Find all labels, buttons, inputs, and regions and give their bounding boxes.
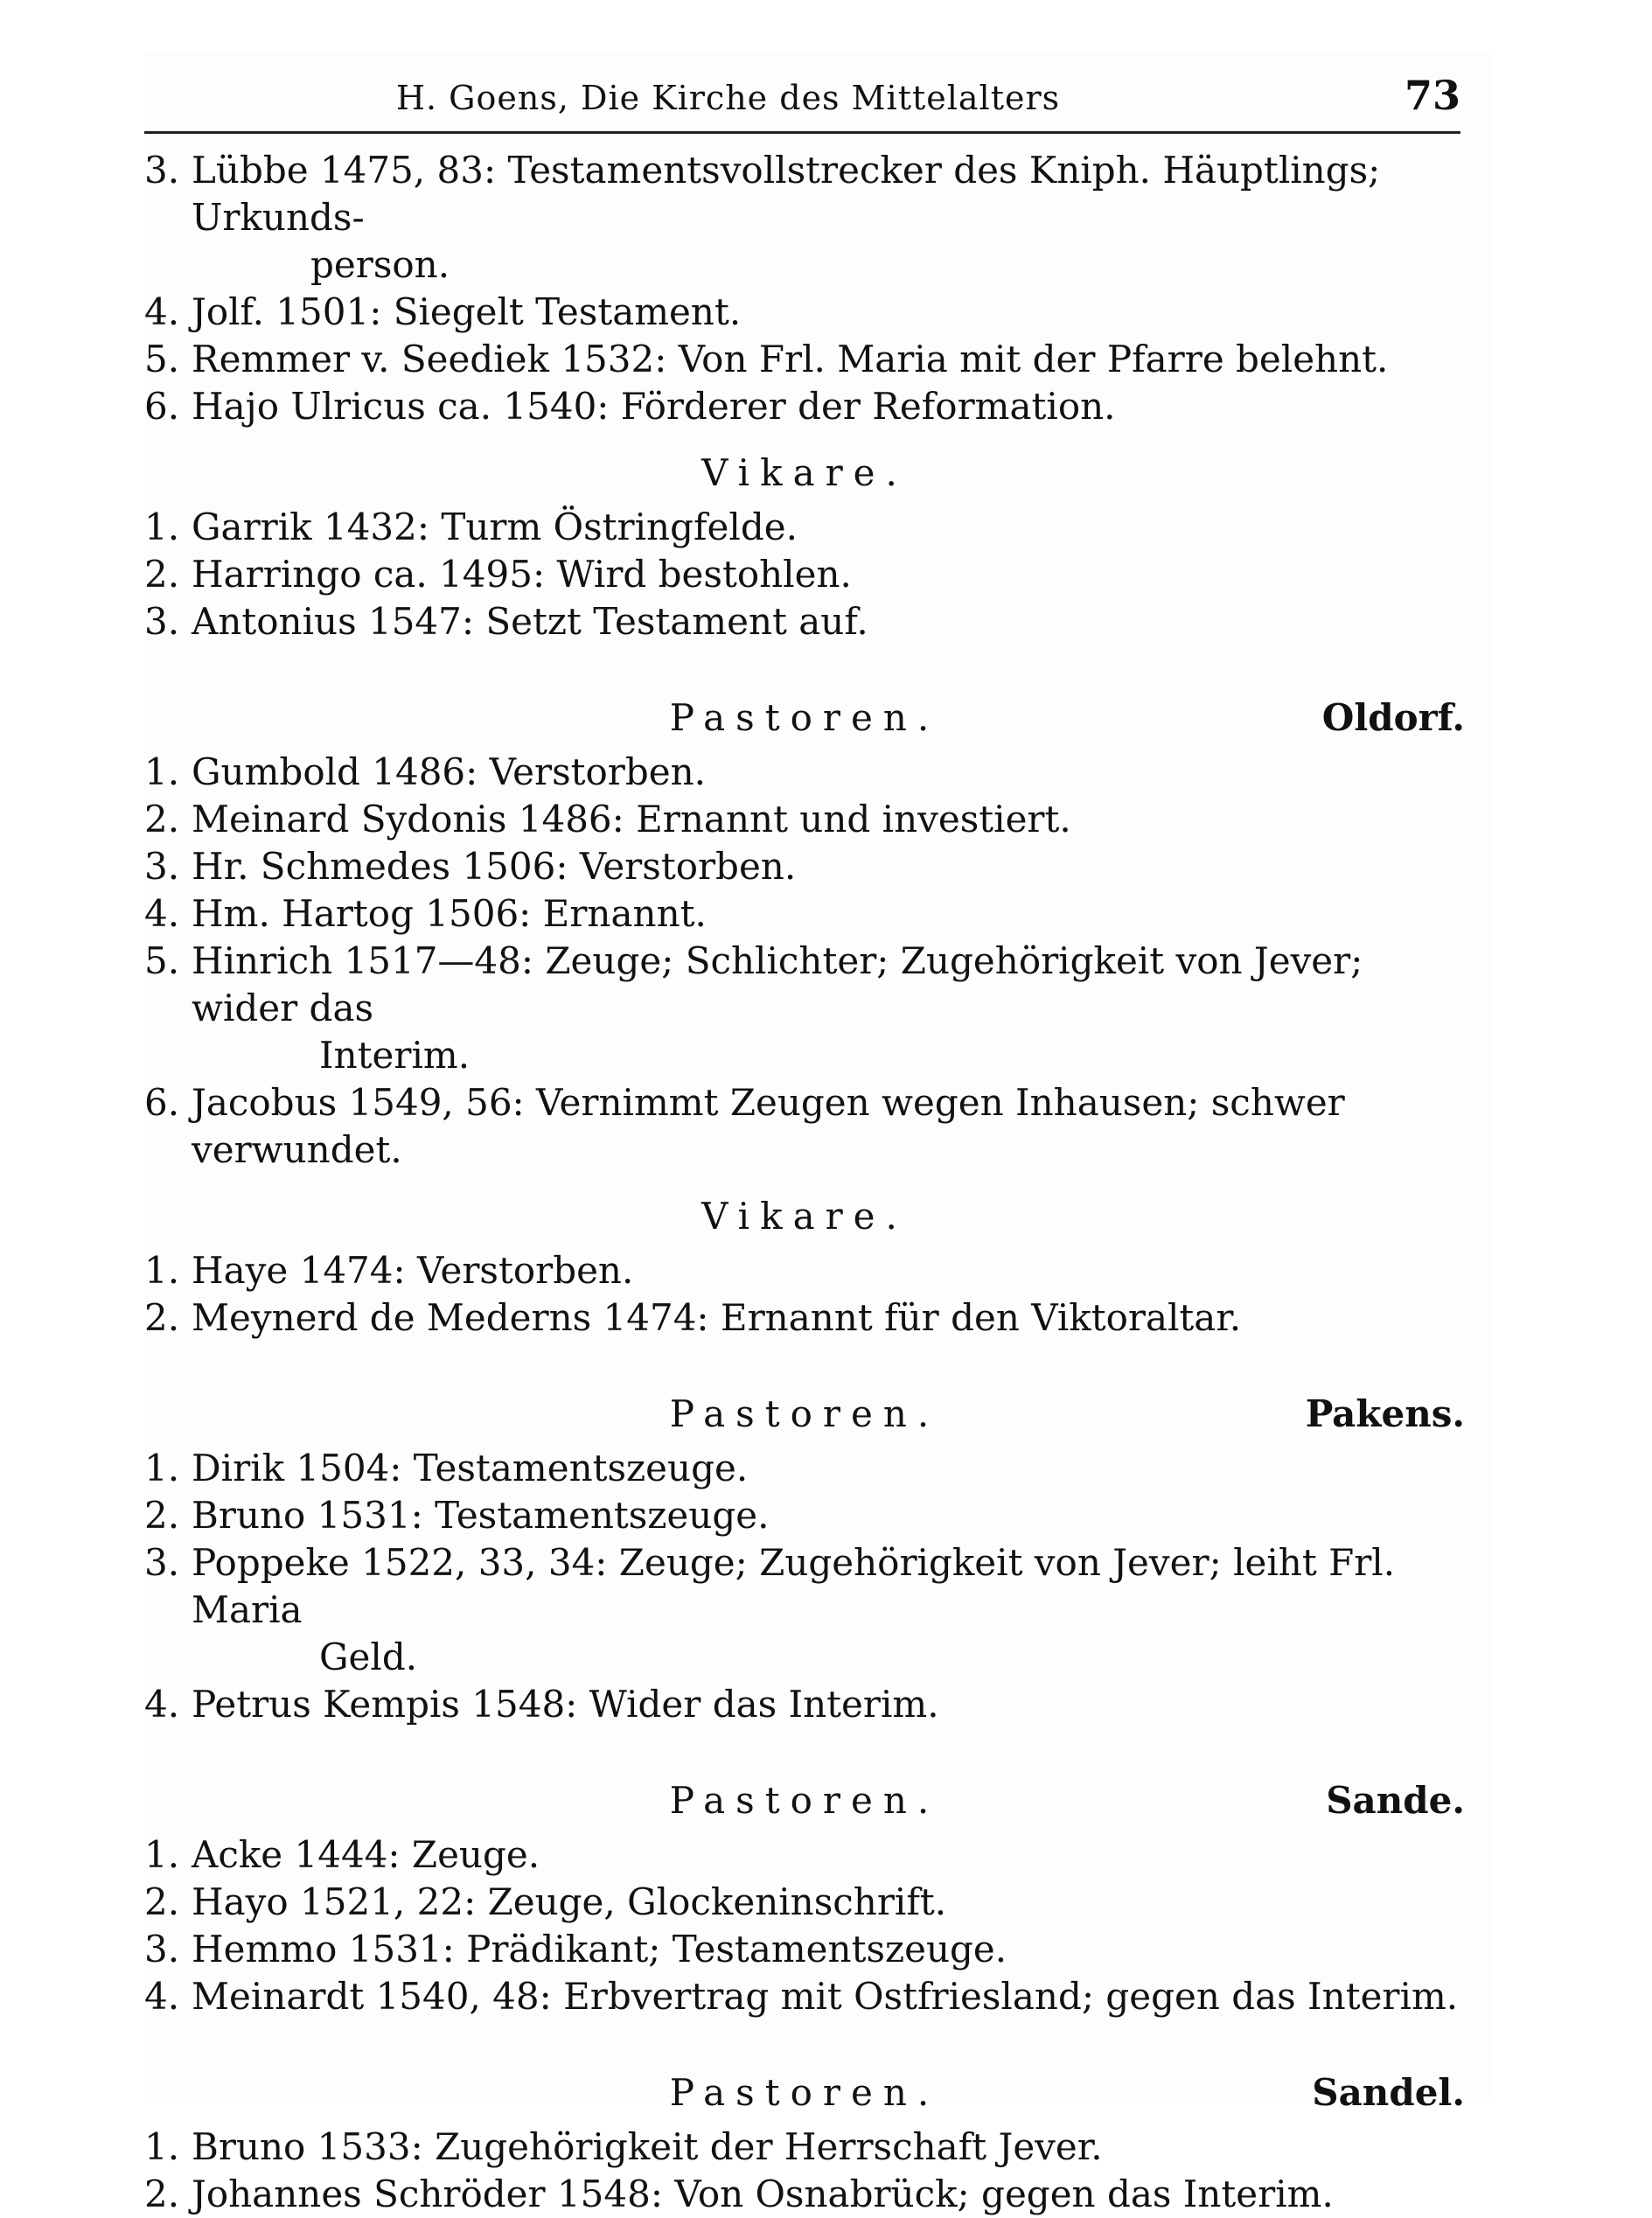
section-sandel (144, 2069, 1465, 2218)
place-name: Sandel. (1312, 2071, 1465, 2114)
list-item: 3. Hemmo 1531: Prädikant; Testamentszeuge. (144, 1928, 1007, 1970)
list-item-continuation: Interim. (319, 1034, 471, 1077)
page-content (144, 147, 1465, 2218)
pastoren-heading: Pastoren. (669, 1392, 940, 1435)
list-item: 4. Petrus Kempis 1548: Wider das Interim. (144, 1683, 939, 1726)
list-item: 2. Meinard Sydonis 1486: Ernannt und investiert. (144, 798, 1071, 840)
book-page (144, 52, 1491, 2215)
list-item: 6. Hajo Ulricus ca. 1540: Förderer der Reformation. (144, 385, 1116, 428)
list-item: 2. Johannes Schröder 1548: Von Osnabrück; gegen das Interim. (144, 2173, 1334, 2215)
top-pastoren-list (144, 147, 1465, 430)
pastoren-heading: Pastoren. (669, 1779, 940, 1822)
list-item: 1. Dirik 1504: Testamentszeuge. (144, 1447, 749, 1489)
vikare-heading: Vikare. (701, 451, 908, 494)
list-item: 4. Jolf. 1501: Siegelt Testament. (144, 290, 742, 333)
list-item: 3. Antonius 1547: Setzt Testament auf. (144, 600, 868, 643)
list-item: 4. Meinardt 1540, 48: Erbvertrag mit Ostfriesland; gegen das Interim. (144, 1975, 1459, 2018)
list-item: 3. Lübbe 1475, 83: Testamentsvollstrecker des Kniph. Häuptlings; Urkunds- (144, 149, 1381, 239)
list-item-continuation: person. (310, 243, 450, 286)
section-pakens (144, 1391, 1465, 1728)
top-vikare-list (144, 504, 1465, 645)
pastoren-heading: Pastoren. (669, 2071, 940, 2114)
list-item: 1. Haye 1474: Verstorben. (144, 1249, 634, 1292)
list-item: 5. Remmer v. Seediek 1532: Von Frl. Maria mit der Pfarre belehnt. (144, 338, 1389, 380)
section-heading (144, 2069, 1465, 2117)
place-name: Sande. (1326, 1779, 1465, 1822)
list-item: 1. Gumbold 1486: Verstorben. (144, 750, 706, 793)
section-sande (144, 1777, 1465, 2020)
section-heading (144, 1391, 1465, 1438)
list-item: 5. Hinrich 1517—48: Zeuge; Schlichter; Zugehörigkeit von Jever; wider das (144, 939, 1363, 1029)
list-item: 6. Jacobus 1549, 56: Vernimmt Zeugen wegen Inhausen; schwer verwundet. (144, 1081, 1345, 1171)
running-header (144, 52, 1460, 134)
list-item: 3. Hr. Schmedes 1506: Verstorben. (144, 845, 797, 888)
page-number: 73 (1404, 72, 1460, 119)
list-item: 2. Harringo ca. 1495: Wird bestohlen. (144, 553, 852, 596)
section-oldorf (144, 694, 1465, 1342)
list-item: 4. Hm. Hartog 1506: Ernannt. (144, 892, 707, 935)
place-name: Oldorf. (1321, 696, 1465, 739)
list-item: 1. Garrik 1432: Turm Östringfelde. (144, 506, 798, 548)
list-item: 1. Bruno 1533: Zugehörigkeit der Herrschaft Jever. (144, 2125, 1103, 2168)
list-item: 3. Poppeke 1522, 33, 34: Zeuge; Zugehörigkeit von Jever; leiht Frl. Maria (144, 1541, 1396, 1631)
vikare-heading: Vikare. (701, 1195, 908, 1238)
section-heading (144, 694, 1465, 742)
list-item: 2. Bruno 1531: Testamentszeuge. (144, 1494, 770, 1537)
place-name: Pakens. (1305, 1392, 1465, 1435)
list-item: 2. Meynerd de Mederns 1474: Ernannt für den Viktoraltar. (144, 1296, 1242, 1339)
list-item: 1. Acke 1444: Zeuge. (144, 1833, 540, 1876)
list-item: 2. Hayo 1521, 22: Zeuge, Glockeninschrift. (144, 1880, 947, 1923)
section-heading (144, 1777, 1465, 1824)
pastoren-heading: Pastoren. (669, 696, 940, 739)
header-title: H. Goens, Die Kirche des Mittelalters (395, 79, 1061, 117)
list-item-continuation: Geld. (319, 1636, 418, 1678)
